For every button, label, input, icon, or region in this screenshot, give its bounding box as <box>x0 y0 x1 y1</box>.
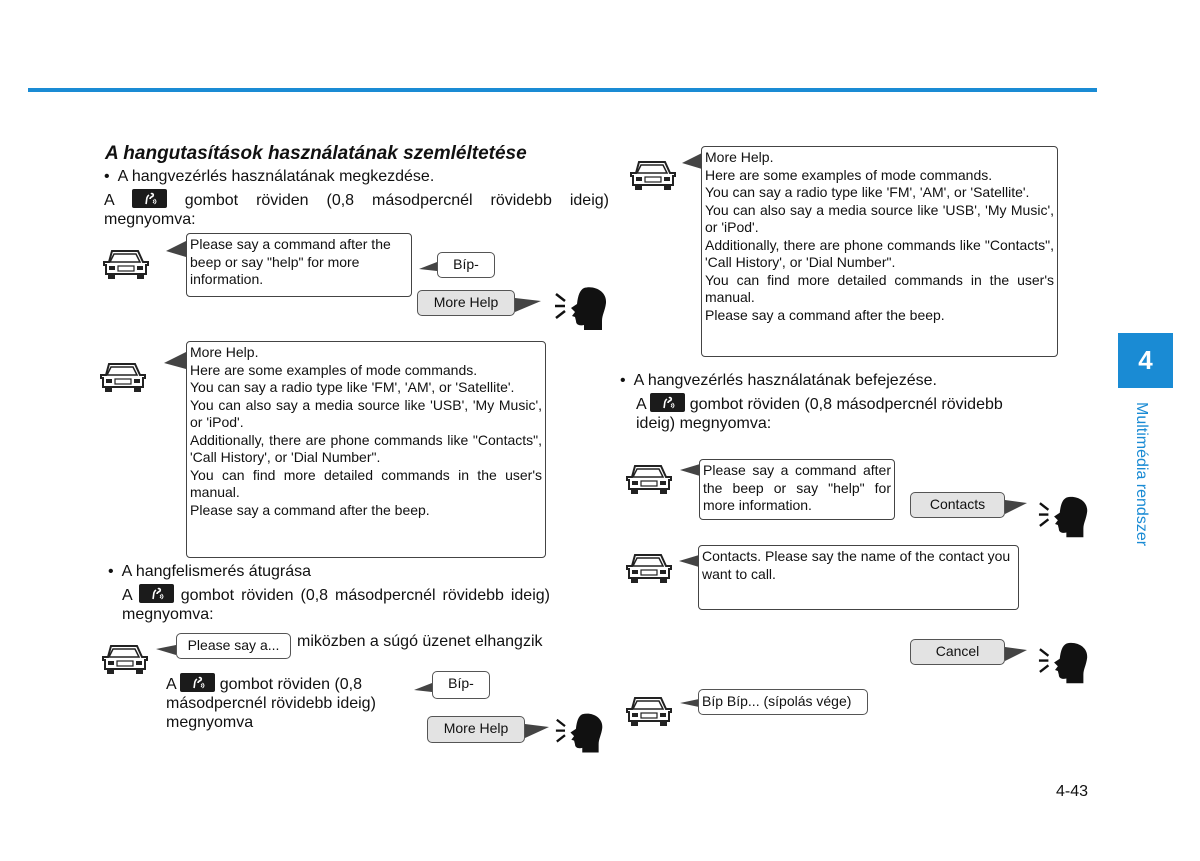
prompt-short-bubble: Please say a... <box>176 633 291 659</box>
help-line: You can say a radio type like 'FM', 'AM', or 'Satellite'. <box>705 184 1030 200</box>
contacts-reply-bubble: Contacts. Please say the name of the contact you want to call. <box>698 545 1019 610</box>
speaking-head-icon <box>555 711 605 758</box>
instruction-rest: gombot röviden (0,8 másodpercnél rövidebb ideig) megnyomva: <box>104 192 609 228</box>
help-line: Please say a command after the beep. <box>190 501 430 518</box>
user-speech-bubble: Cancel <box>910 639 1005 665</box>
help-line: Here are some examples of mode commands. <box>190 361 478 378</box>
help-line: Please say a command after the beep. <box>705 306 945 323</box>
press-a: A <box>166 676 176 693</box>
help-bubble-right <box>701 146 1058 357</box>
help-line: You can also say a media source like 'USB', 'My Music', or 'iPod'. <box>190 396 542 430</box>
instruction-a: A <box>104 192 114 209</box>
instruction-a: A <box>122 587 132 604</box>
prompt-bubble: Please say a command after the beep or say "help" for more information. <box>186 233 412 297</box>
help-line: You can also say a media source like 'USB', 'My Music', or 'iPod'. <box>705 201 1054 235</box>
bullet-end: • A hangvezérlés használatának befejezése. <box>620 372 937 389</box>
speaking-head-icon <box>554 285 609 335</box>
chapter-label <box>1128 402 1152 562</box>
bullet-end-text: A hangvezérlés használatának befejezése. <box>633 372 937 389</box>
instruction-rest: gombot röviden (0,8 másodpercnél rövidebb ideig) megnyomva: <box>122 587 550 623</box>
help-line: More Help. <box>705 149 774 165</box>
voice-button-icon <box>180 673 215 692</box>
car-icon <box>98 360 148 399</box>
help-line: You can find more detailed commands in the user's manual. <box>705 271 1054 305</box>
car-icon <box>624 694 674 733</box>
instruction-start <box>104 189 609 229</box>
help-line: You can say a radio type like 'FM', 'AM', or 'Satellite'. <box>190 379 515 395</box>
beep-bubble: Bíp- <box>432 671 490 699</box>
help-bubble-left <box>186 341 546 558</box>
help-line: You can find more detailed commands in the user's manual. <box>190 466 542 500</box>
header-rule <box>28 88 1097 92</box>
help-line: Here are some examples of mode commands. <box>705 166 993 183</box>
bullet-start-text: A hangvezérlés használatának megkezdése. <box>117 168 435 185</box>
press-rest: gombot röviden (0,8 másodpercnél rövidebb ideig) megnyomva <box>166 676 376 731</box>
beep-bubble: Bíp- <box>437 252 495 278</box>
chapter-tab: 4 <box>1118 333 1173 388</box>
car-icon <box>624 551 674 590</box>
user-speech-bubble: More Help <box>427 716 525 743</box>
car-icon <box>628 158 678 197</box>
help-line: More Help. <box>190 344 259 360</box>
user-speech-bubble: Contacts <box>910 492 1005 518</box>
instruction-rest: gombot röviden (0,8 másodpercnél rövidebb ideig) megnyomva: <box>636 396 1003 432</box>
car-icon <box>100 642 150 681</box>
instruction-skip <box>122 584 550 624</box>
instruction-end <box>636 393 1041 433</box>
end-beep-bubble: Bíp Bíp... (sípolás vége) <box>698 689 868 715</box>
instruction-a: A <box>636 396 646 413</box>
help-line: Additionally, there are phone commands like "Contacts", 'Call History', or 'Dial Number". <box>190 431 542 465</box>
while-text: miközben a súgó üzenet elhangzik <box>297 633 543 650</box>
user-speech-bubble: More Help <box>417 290 515 316</box>
bullet-start: • A hangvezérlés használatának megkezdése. <box>104 168 435 185</box>
speaking-head-icon <box>1038 640 1090 689</box>
bullet-skip: • A hangfelismerés átugrása <box>108 563 312 580</box>
voice-button-icon <box>650 393 685 412</box>
prompt-bubble: Please say a command after the beep or say "help" for more information. <box>699 459 895 520</box>
press-instruction <box>166 673 406 732</box>
chapter-label-text: Multimédia rendszer <box>1133 402 1150 547</box>
car-icon <box>624 462 674 501</box>
voice-button-icon <box>139 584 174 603</box>
help-line: Additionally, there are phone commands like "Contacts", 'Call History', or 'Dial Number". <box>705 236 1054 270</box>
car-icon <box>101 247 151 286</box>
bullet-skip-text: A hangfelismerés átugrása <box>121 563 312 580</box>
speaking-head-icon <box>1038 494 1090 543</box>
voice-button-icon <box>132 189 167 208</box>
section-title: A hangutasítások használatának szemléltetése <box>105 143 527 164</box>
page-number: 4-43 <box>1056 783 1089 800</box>
